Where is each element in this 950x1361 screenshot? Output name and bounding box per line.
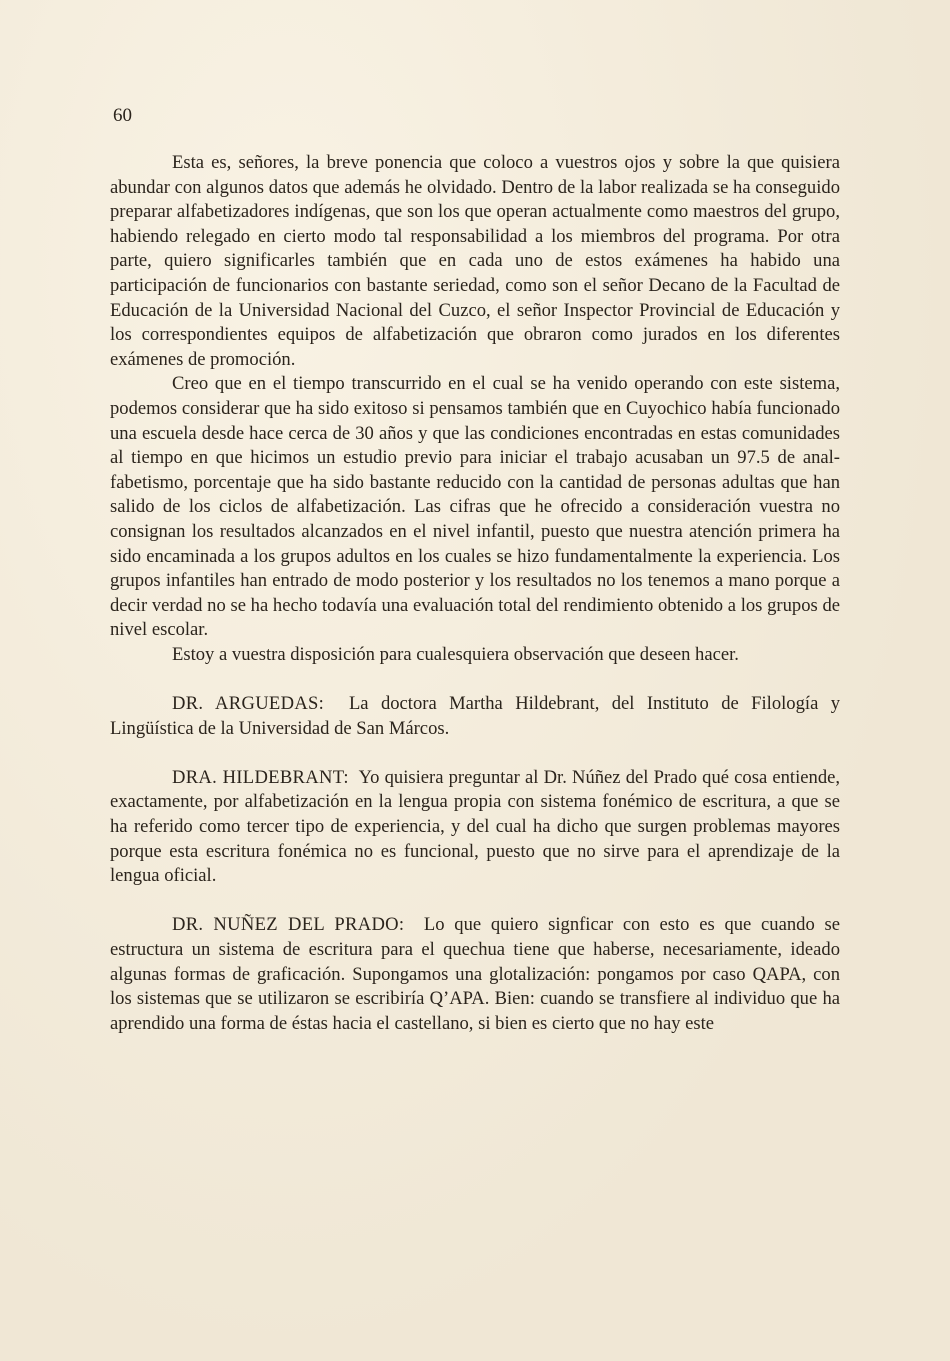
- paragraph-text: Esta es, señores, la breve ponencia que coloco a vuestros ojos y sobre la que quisiera abundar con algunos datos que además he olvidado. Dentro de la labor realizada se ha conseguido preparar alfabetizadores indígenas, que son los que operan actualmente como maestros del grupo, habiendo relegado en cierto modo tal responsabilidad a los miembros del programa. Por otra parte, quiero significarles también que en cada uno de estos exámenes ha habido una participación de funcionarios con bastante seriedad, como son el señor Decano de la Facultad de Educación de la Universidad Nacional del Cuzco, el señor Inspector Provincial de Educación y los correspondientes equipos de alfabetización que obraron como jurados en los diferentes exámenes de promoción.: [110, 152, 840, 370]
- speaker-name: DR. NUÑEZ DEL PRADO:: [172, 914, 405, 936]
- paragraph-text: Estoy a vuestra disposición para cualesquiera observación que deseen hacer.: [172, 643, 739, 665]
- speech-hildebrant: [110, 766, 840, 889]
- speech-text: Lo que quiero signficar con esto es que cuando se estructura un sistema de escritura para el quechua tiene que haberse, necesariamente, ideado algunas formas de graficación. Supongamos una glotalización: pongamos por caso QAPA, con los sistemas que se utilizaron se escribiría Q’APA. Bien: cuando se transfiere al individuo que ha aprendido una forma de éstas hacia el castellano, si bien es cierto que no hay este: [110, 914, 840, 1034]
- speech-text: Yo quisiera preguntar al Dr. Núñez del Prado qué cosa entiende, exactamente, por alfabetización en la lengua propia con sistema fonémico de escritura, a que se ha referido como tercer tipo de experiencia, y del cual ha dicho que surgen problemas mayores porque esta escritura fonémica no es funcional, puesto que no sirve para el aprendizaje de la lengua oficial.: [110, 766, 841, 887]
- paragraph-disposicion: [110, 643, 840, 668]
- paragraph-ponencia: [110, 151, 840, 372]
- speech-nunez-del-prado: [110, 913, 840, 1036]
- page-number: 60: [113, 105, 132, 126]
- paragraph-text: Creo que en el tiempo transcurrido en el cual se ha venido operando con este sistema, podemos considerar que ha sido exitoso si pensamos también que en Cuyochico había funcionado una escuela desde hace cerca de 30 años y que las condiciones encontradas en estas comunidades al tiempo en que hicimos un estudio previo para iniciar el trabajo acusaban un 97.5 de analfabetismo, porcentaje que ha sido bastante reducido con la cantidad de personas adultas que han salido de los ciclos de alfabetización. Las cifras que he ofrecido a consideración vuestra no consignan los resultados alcanzados en el nivel infantil, puesto que nuestra atención primera ha sido encaminada a los grupos adultos en los cuales se hizo fundamentalmente la experiencia. Los grupos infantiles han entrado de modo posterior y los resultados no los tenemos a mano porque a decir verdad no se ha hecho todavía una evaluación total del rendimiento obtenido a los grupos de nivel escolar.: [110, 373, 840, 641]
- page-body: [110, 151, 840, 1036]
- speaker-name: DR. ARGUEDAS:: [172, 693, 325, 715]
- speech-text: La doctora Martha Hildebrant, del Instituto de Filología y Lingüística de la Universidad de San Márcos.: [110, 693, 841, 739]
- paragraph-resultados: [110, 372, 840, 643]
- speech-arguedas: [110, 692, 840, 741]
- speaker-name: DRA. HILDEBRANT:: [172, 766, 349, 788]
